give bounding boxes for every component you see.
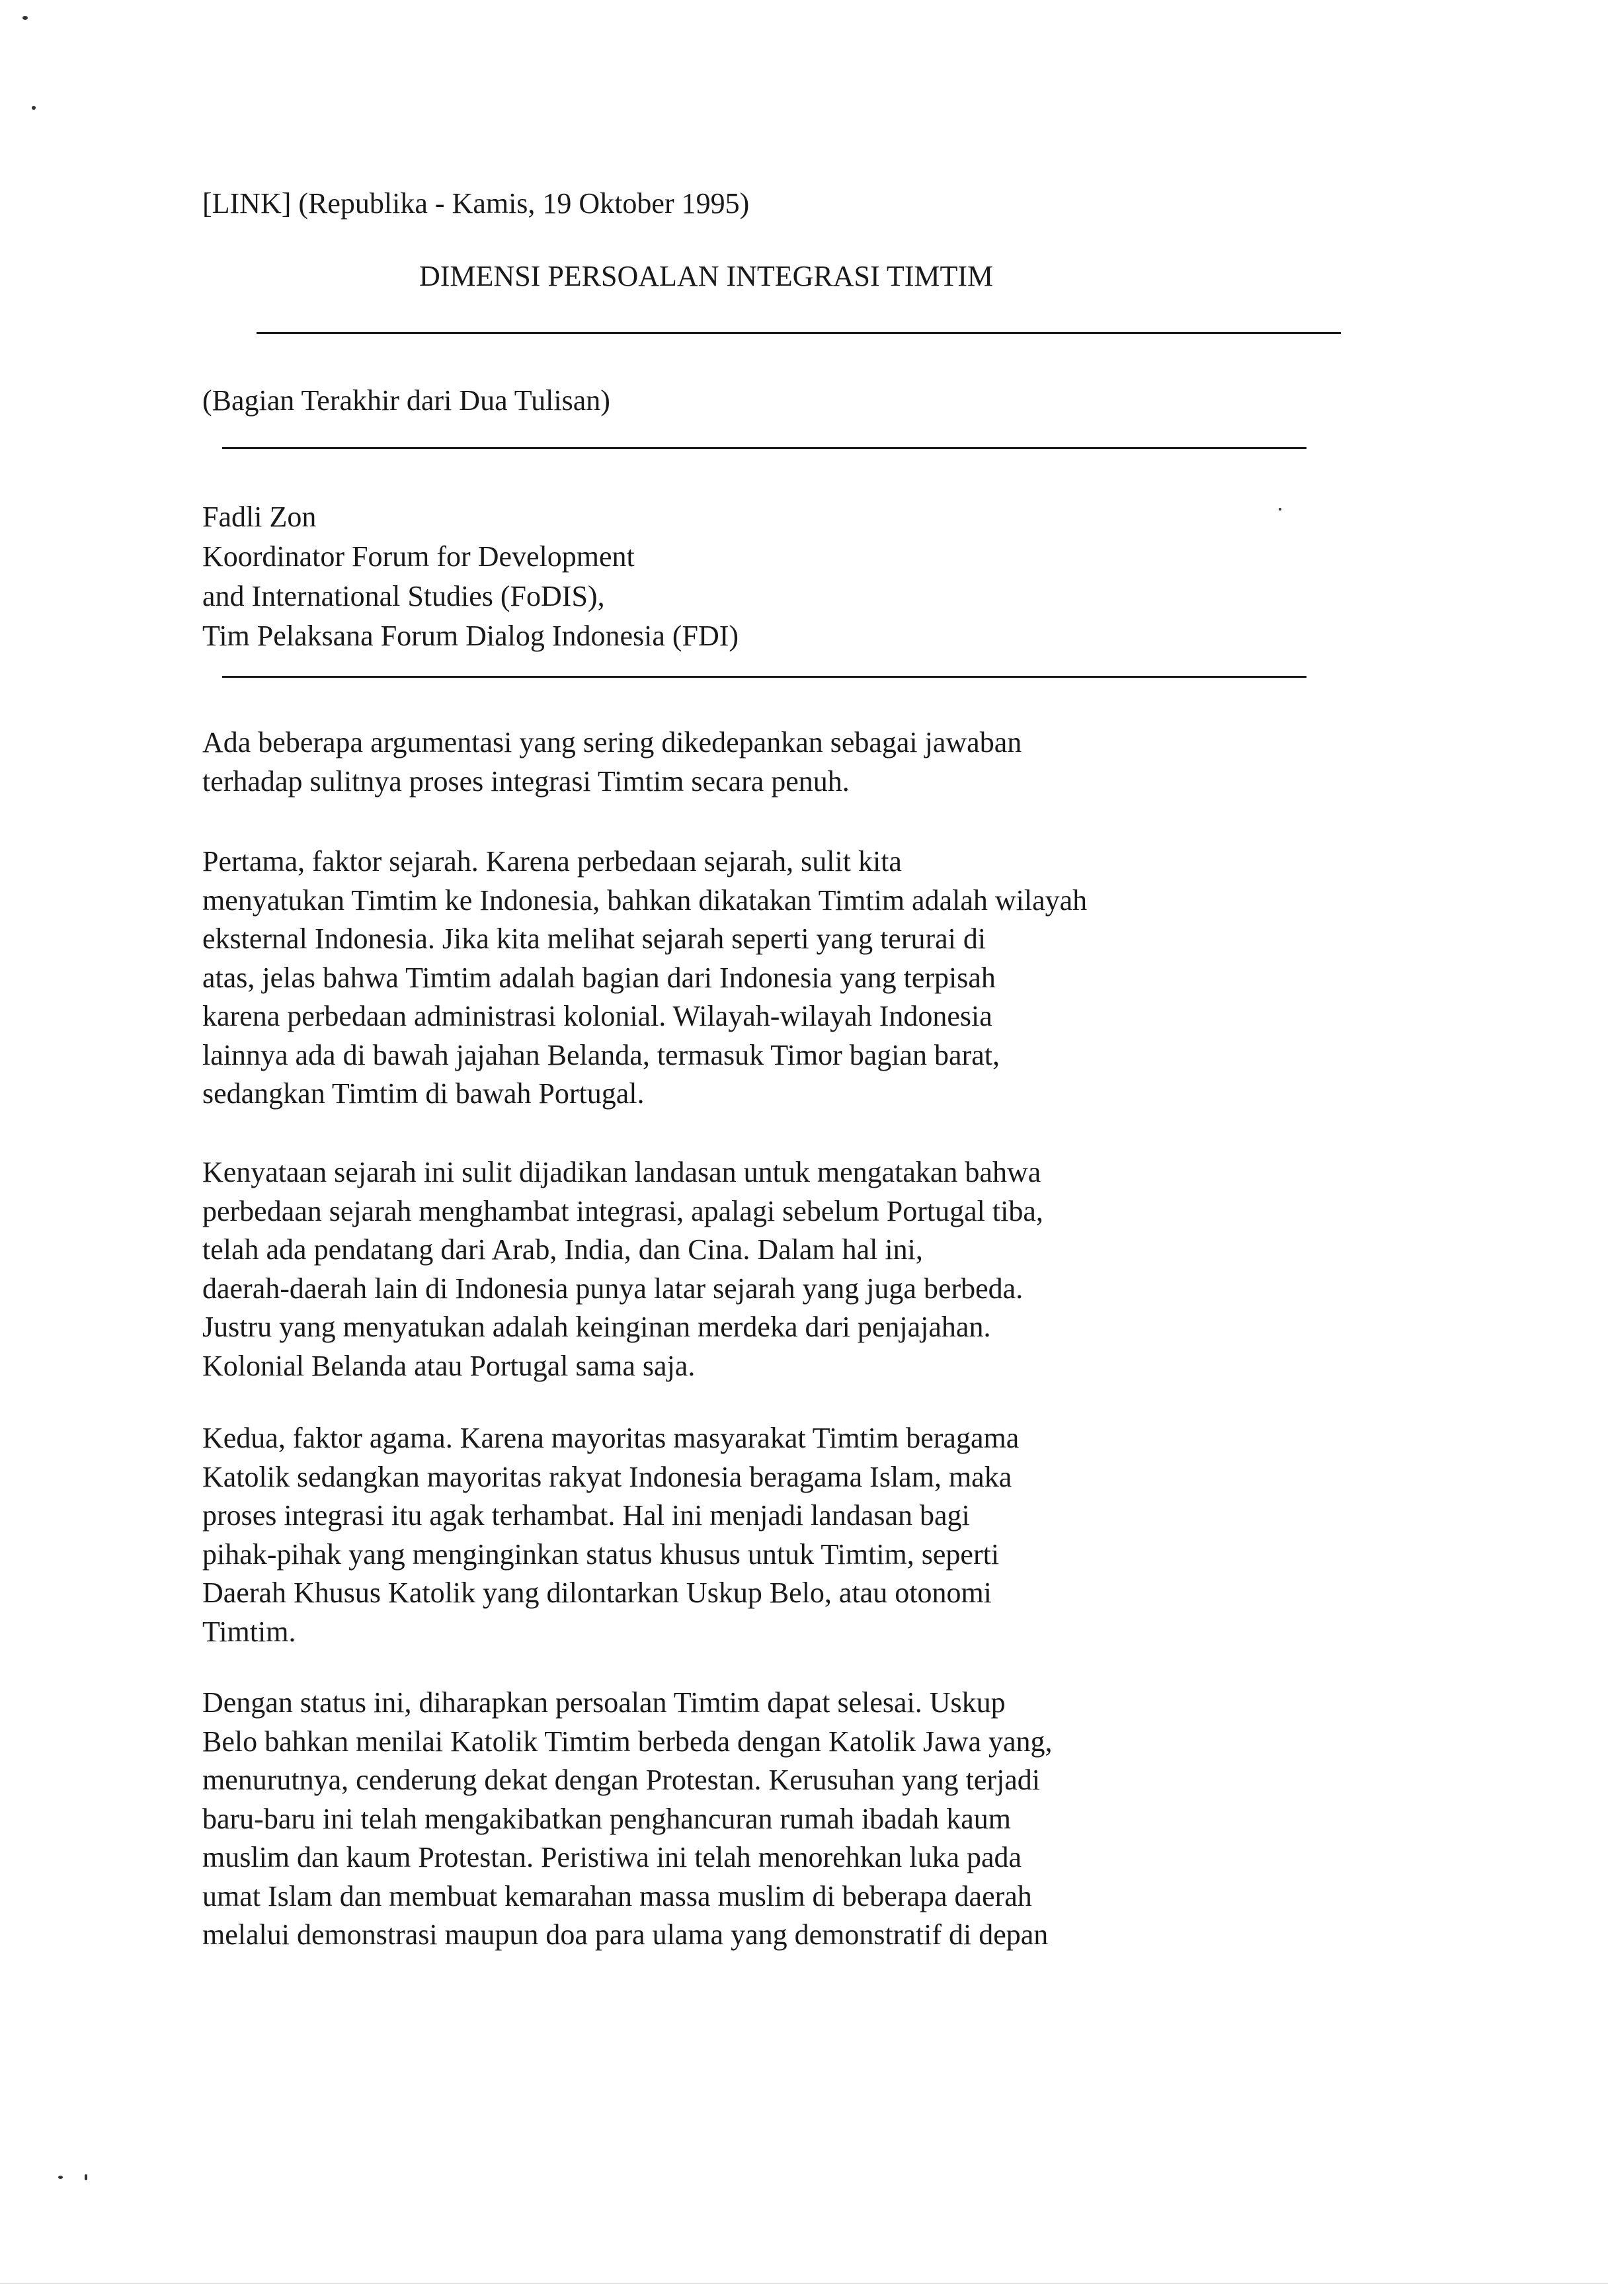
text-line: menyatukan Timtim ke Indonesia, bahkan dikatakan Timtim adalah wilayah [202,883,1088,917]
article-title: DIMENSI PERSOALAN INTEGRASI TIMTIM [419,260,994,292]
text-line: Kenyataan sejarah ini sulit dijadikan landasan untuk mengatakan bahwa [202,1156,1041,1188]
scan-speck [58,2176,63,2179]
text-line: baru-baru ini telah mengakibatkan penghancuran rumah ibadah kaum [202,1802,1011,1835]
text-line: Belo bahkan menilai Katolik Timtim berbeda dengan Katolik Jawa yang, [202,1725,1053,1758]
body-paragraph [202,1153,1459,1385]
text-line: terhadap sulitnya proses integrasi Timtim secara penuh. [202,764,850,798]
text-line: Kedua, faktor agama. Karena mayoritas masyarakat Timtim beragama [202,1422,1020,1454]
text-line: sedangkan Timtim di bawah Portugal. [202,1077,645,1110]
text-line: atas, jelas bahwa Timtim adalah bagian dari Indonesia yang terpisah [202,961,996,994]
text-line: Katolik sedangkan mayoritas rakyat Indonesia beragama Islam, maka [202,1460,1012,1493]
body-paragraph [202,1684,1459,1955]
text-line: menurutnya, cenderung dekat dengan Protestan. Kerusuhan yang terjadi [202,1764,1041,1796]
body-paragraph [202,723,1459,801]
author-affiliation-line: Koordinator Forum for Development [202,540,635,573]
author-affiliation-line: Tim Pelaksana Forum Dialog Indonesia (FDI) [202,620,739,652]
scan-speck [32,106,36,110]
article-subtitle: (Bagian Terakhir dari Dua Tulisan) [202,384,610,417]
text-line: Ada beberapa argumentasi yang sering dikedepankan sebagai jawaban [202,726,1022,758]
scan-edge [0,2283,1608,2284]
source-line: [LINK] (Republika - Kamis, 19 Oktober 1995) [202,187,750,220]
text-line: Daerah Khusus Katolik yang dilontarkan Uskup Belo, atau otonomi [202,1577,992,1609]
text-line: karena perbedaan administrasi kolonial. Wilayah-wilayah Indonesia [202,1000,992,1032]
divider-rule [257,332,1341,334]
text-line: lainnya ada di bawah jajahan Belanda, termasuk Timor bagian barat, [202,1038,1000,1071]
divider-rule [222,447,1306,449]
author-affiliation-line: and International Studies (FoDIS), [202,580,605,612]
text-line: perbedaan sejarah menghambat integrasi, apalagi sebelum Portugal tiba, [202,1194,1043,1227]
text-line: Pertama, faktor sejarah. Karena perbedaan sejarah, sulit kita [202,845,902,878]
text-line: Kolonial Belanda atau Portugal sama saja. [202,1349,696,1382]
text-line: daerah-daerah lain di Indonesia punya latar sejarah yang juga berbeda. [202,1272,1024,1305]
text-line: Justru yang menyatukan adalah keinginan merdeka dari penjajahan. [202,1311,991,1343]
text-line: proses integrasi itu agak terhambat. Hal ini menjadi landasan bagi [202,1499,970,1532]
author-name: Fadli Zon [202,501,317,533]
text-line: pihak-pihak yang menginginkan status khusus untuk Timtim, seperti [202,1538,1000,1571]
body-paragraph [202,1419,1459,1651]
scan-speck [85,2174,87,2180]
text-line: melalui demonstrasi maupun doa para ulama yang demonstratif di depan [202,1918,1049,1951]
text-line: muslim dan kaum Protestan. Peristiwa ini telah menorehkan luka pada [202,1841,1022,1873]
author-block [202,497,1459,656]
text-line: Timtim. [202,1615,296,1648]
text-line: telah ada pendatang dari Arab, India, dan Cina. Dalam hal ini, [202,1233,923,1266]
text-line: Dengan status ini, diharapkan persoalan Timtim dapat selesai. Uskup [202,1686,1006,1719]
body-paragraph [202,842,1459,1114]
scan-speck [22,16,28,20]
divider-rule [222,676,1306,678]
text-line: eksternal Indonesia. Jika kita melihat sejarah seperti yang terurai di [202,922,986,955]
text-line: umat Islam dan membuat kemarahan massa muslim di beberapa daerah [202,1879,1032,1912]
